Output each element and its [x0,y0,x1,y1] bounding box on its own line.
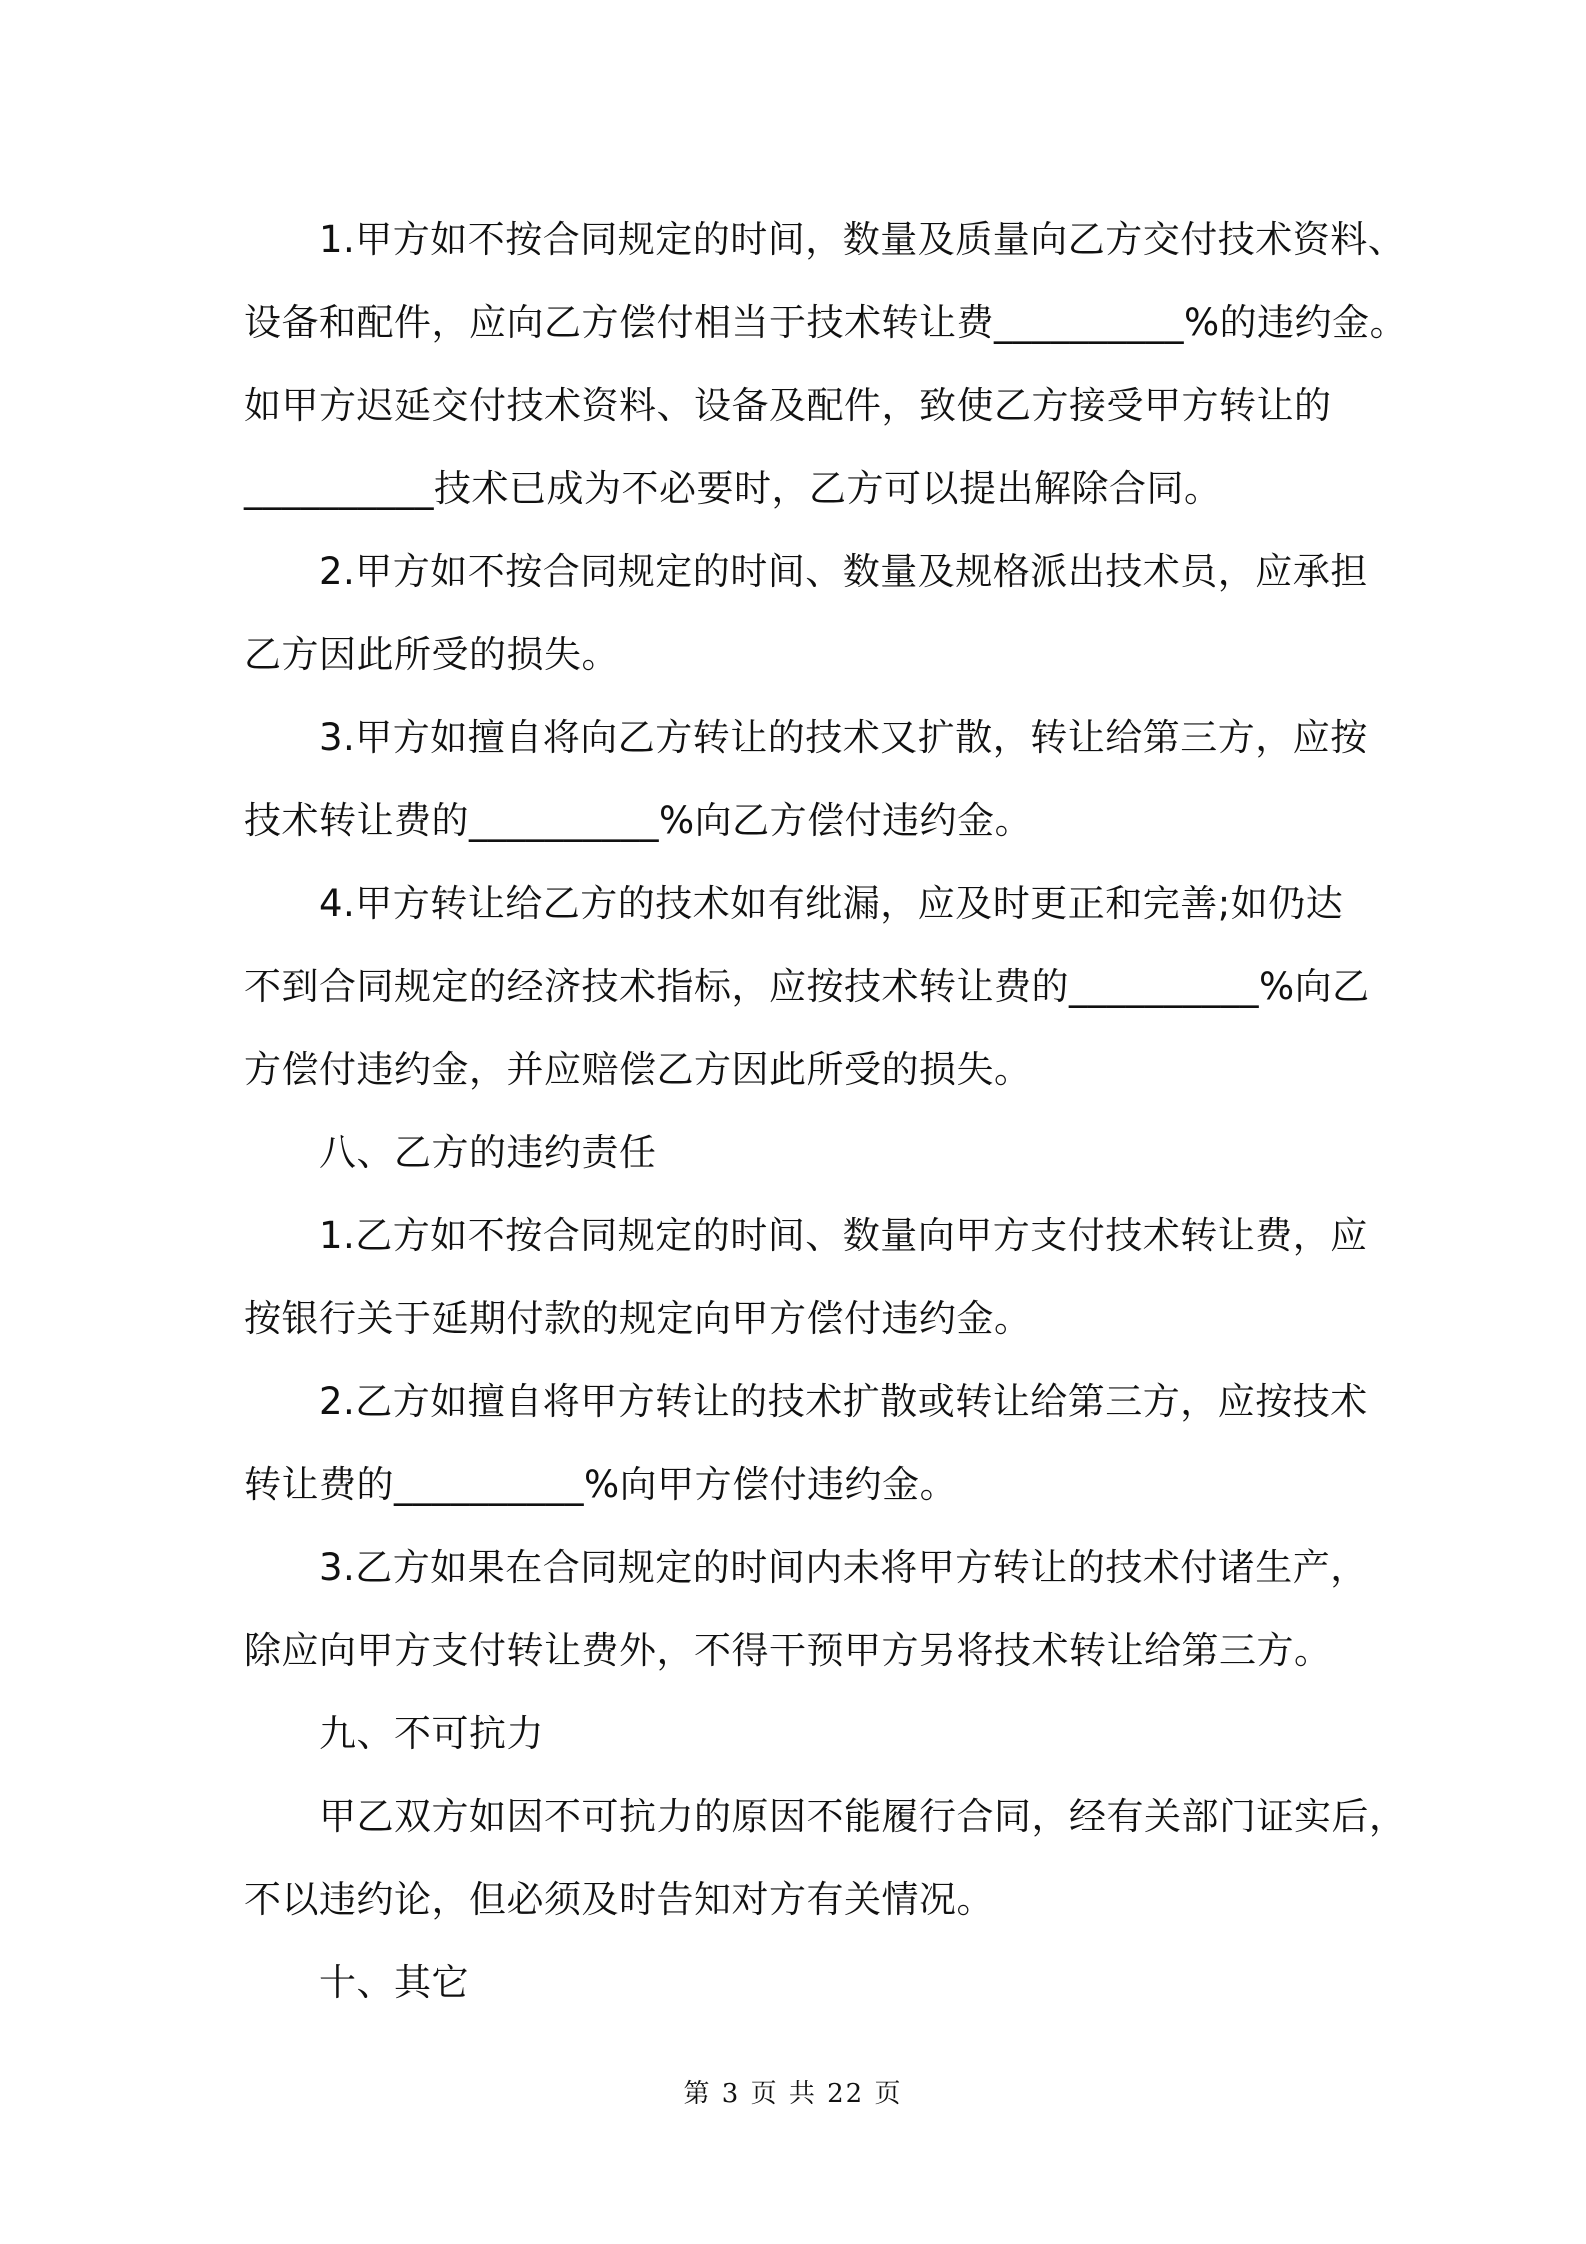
text-line: 甲乙双方如因不可抗力的原因不能履行合同，经有关部门证实后， [319,1795,1407,1838]
text-line: 2.乙方如擅自将甲方转让的技术扩散或转让给第三方，应按技术 [319,1380,1368,1423]
text-line: __________技术已成为不必要时，乙方可以提出解除合同。 [244,467,1222,510]
text-line: 方偿付违约金，并应赔偿乙方因此所受的损失。 [244,1048,1032,1091]
section-heading: 八、乙方的违约责任 [319,1131,657,1174]
text-line: 3.甲方如擅自将向乙方转让的技术又扩散，转让给第三方，应按 [319,716,1368,759]
text-line: 按银行关于延期付款的规定向甲方偿付违约金。 [244,1297,1032,1340]
text-line: 设备和配件，应向乙方偿付相当于技术转让费__________%的违约金。 [244,301,1408,344]
text-line: 不以违约论，但必须及时告知对方有关情况。 [244,1878,994,1921]
text-line: 除应向甲方支付转让费外，不得干预甲方另将技术转让给第三方。 [244,1629,1332,1672]
text-line: 2.甲方如不按合同规定的时间、数量及规格派出技术员，应承担 [319,550,1368,593]
text-line: 1.乙方如不按合同规定的时间、数量向甲方支付技术转让费，应 [319,1214,1368,1257]
text-line: 如甲方迟延交付技术资料、设备及配件，致使乙方接受甲方转让的 [244,384,1332,427]
text-line: 转让费的__________%向甲方偿付违约金。 [244,1463,958,1506]
text-line: 3.乙方如果在合同规定的时间内未将甲方转让的技术付诸生产， [319,1546,1368,1589]
text-line: 技术转让费的__________%向乙方偿付违约金。 [244,799,1033,842]
document-body [244,198,1408,2024]
text-line: 4.甲方转让给乙方的技术如有纰漏，应及时更正和完善;如仍达 [319,882,1344,925]
page-number-footer: 第 3 页 共 22 页 [683,2079,903,2109]
text-line: 不到合同规定的经济技术指标，应按技术转让费的__________%向乙 [244,965,1370,1008]
text-line: 1.甲方如不按合同规定的时间，数量及质量向乙方交付技术资料、 [319,218,1406,261]
section-heading: 九、不可抗力 [319,1712,544,1755]
section-heading: 十、其它 [319,1961,469,2004]
text-line: 乙方因此所受的损失。 [244,633,619,676]
